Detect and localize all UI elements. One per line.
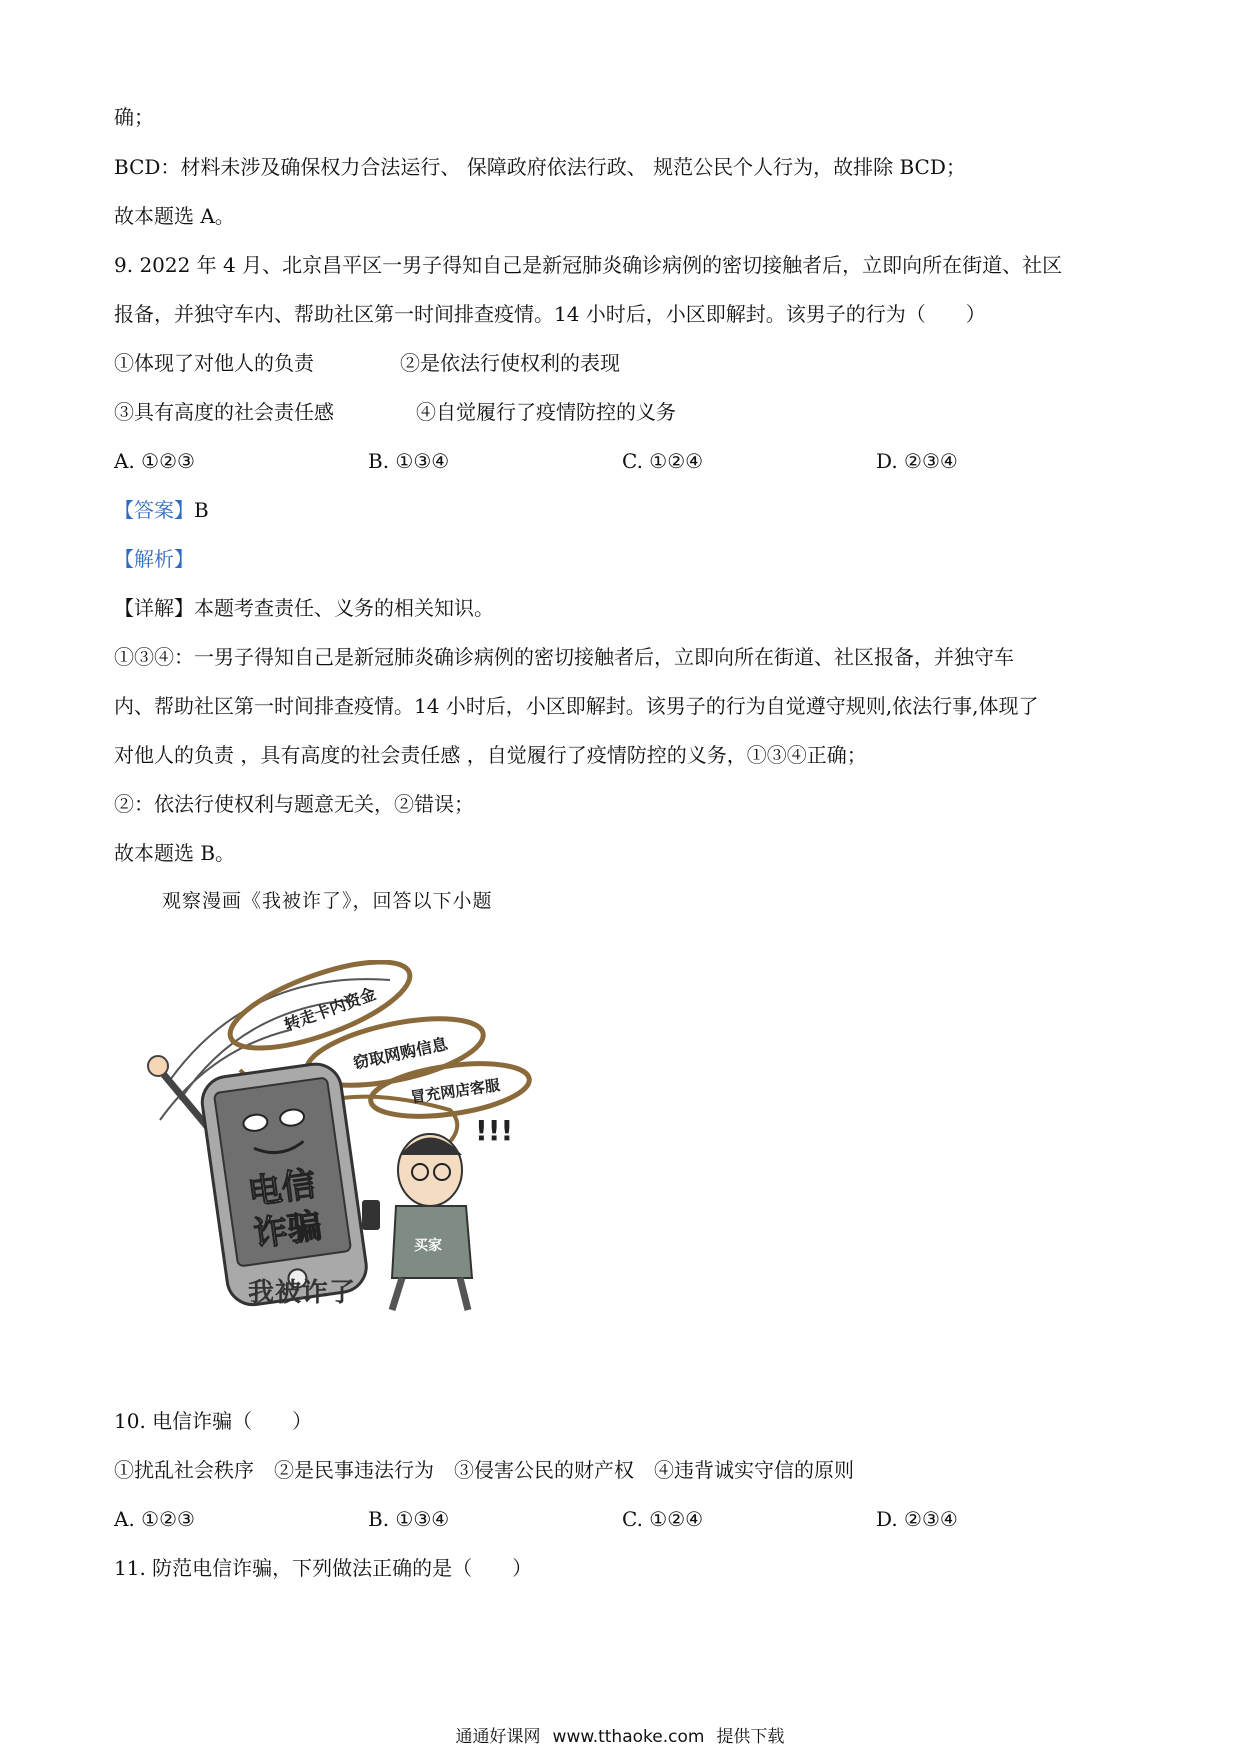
q9-option-b: B. ①③④ [368,449,450,473]
answer-value: B [194,498,209,522]
q9-option-d: D. ②③④ [876,449,958,473]
phone-text-2: 诈骗 [251,1205,325,1255]
rope-label-1: 转走卡内资金 [281,983,379,1035]
q9-stem-line1: 9. 2022 年 4 月、北京昌平区一男子得知自己是新冠肺炎确诊病例的密切接触者后，立即向所在街道、社区 [114,253,1063,277]
q10-stem: 10. 电信诈骗（ ） [114,1409,313,1433]
q10-items: ①扰乱社会秩序 ②是民事违法行为 ③侵害公民的财产权 ④违背诚实守信的原则 [114,1458,854,1482]
detail-line-3: 内、帮助社区第一时间排查疫情。14 小时后，小区即解封。该男子的行为自觉遵守规则,依法行事,体现了 [114,694,1039,718]
footer-site-name: 通通好课网 [455,1727,541,1747]
page-footer [0,1722,1240,1747]
q11-stem: 11. 防范电信诈骗，下列做法正确的是（ ） [114,1556,533,1580]
q10-option-a: A. ①②③ [114,1507,195,1531]
analysis-label: 【解析】 [114,547,194,571]
q9-item-4: ④自觉履行了疫情防控的义务 [416,400,676,424]
q9-item-2: ②是依法行使权利的表现 [400,351,620,375]
q9-option-a: A. ①②③ [114,449,195,473]
prev-analysis-line: BCD：材料未涉及确保权力合法运行、 保障政府依法行政、 规范公民个人行为，故排除 BCD； [114,155,966,179]
rope-label-2: 窃取网购信息 [351,1034,450,1073]
q9-item-3: ③具有高度的社会责任感 [114,400,334,424]
cartoon-illustration [130,960,560,1320]
answer-label: 【答案】 [114,498,194,522]
detail-line-5: ②：依法行使权利与题意无关，②错误； [114,792,474,816]
phone-hand [148,1056,168,1076]
detail-line-2: ①③④：一男子得知自己是新冠肺炎确诊病例的密切接触者后，立即向所在街道、社区报备，并独守车 [114,645,1014,669]
buyer-shirt-label: 买家 [414,1238,442,1254]
detail-line-6: 故本题选 B。 [114,841,236,865]
phone-text-1: 电信 [245,1164,319,1214]
detail-line-1: 【详解】本题考查责任、义务的相关知识。 [114,596,494,620]
rope-label-3: 冒充网店客服 [409,1076,502,1107]
buyer-phone [362,1200,380,1230]
detail-line-4: 对他人的负责 ，具有高度的社会责任感 ，自觉履行了疫情防控的义务，①③④正确； [114,743,867,767]
q9-stem-line2: 报备，并独守车内、帮助社区第一时间排查疫情。14 小时后，小区即解封。该男子的行为（ ） [114,302,986,326]
q10-option-c: C. ①②④ [622,1507,704,1531]
q9-option-c: C. ①②④ [622,449,704,473]
prev-answer-line: 确； [114,105,154,129]
q9-item-1: ①体现了对他人的负责 [114,351,314,375]
prev-conclusion-line: 故本题选 A。 [114,204,235,228]
q10-option-d: D. ②③④ [876,1507,958,1531]
cartoon-intro: 观察漫画《我被诈了》，回答以下小题 [162,890,493,912]
cartoon-caption: 我被诈了 [248,1278,357,1308]
q10-option-b: B. ①③④ [368,1507,450,1531]
footer-suffix: 提供下载 [716,1727,785,1747]
footer-url[interactable]: www.tthaoke.com [552,1727,705,1747]
q9-answer [114,497,209,523]
phone-character [199,1061,370,1308]
buyer-legs [392,1278,468,1310]
buyer-character [362,1114,513,1310]
exclamation-marks: !!! [475,1114,514,1147]
